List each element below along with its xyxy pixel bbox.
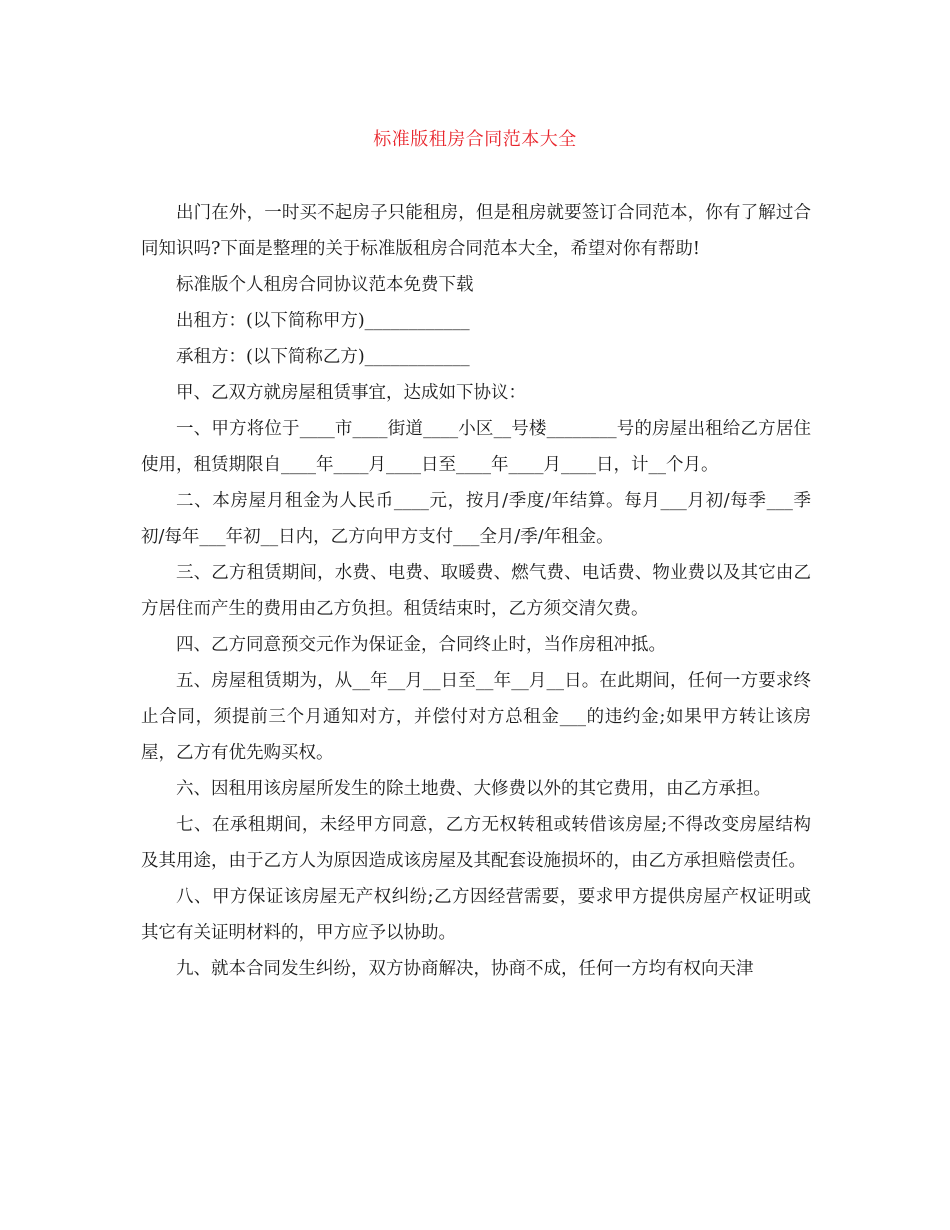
clause-9: 九、就本合同发生纠纷，双方协商解决，协商不成，任何一方均有权向天津 [176, 959, 754, 979]
document-title: 标准版租房合同范本大全 [373, 129, 577, 150]
clause-1: 一、甲方将位于____市____街道____小区__号楼________号的房屋出租给乙方居住使用，租赁期限自____年____月____日至____年____月____日，计__个月。 [141, 419, 811, 475]
clause-5: 五、房屋租赁期为，从__年__月__日至__年__月__日。在此期间，任何一方要求终止合同，须提前三个月通知对方，并偿付对方总租金___的违约金;如果甲方转让该房屋，乙方有优先购买权。 [141, 671, 811, 763]
clause-3: 三、乙方租赁期间，水费、电费、取暖费、燃气费、电话费、物业费以及其它由乙方居住而产生的费用由乙方负担。租赁结束时，乙方须交清欠费。 [141, 563, 811, 619]
clause-6: 六、因租用该房屋所发生的除土地费、大修费以外的其它费用，由乙方承担。 [176, 779, 771, 799]
document-body [141, 195, 811, 987]
clause-7: 七、在承租期间，未经甲方同意，乙方无权转租或转借该房屋;不得改变房屋结构及其用途，由于乙方人为原因造成该房屋及其配套设施损坏的，由乙方承担赔偿责任。 [141, 815, 811, 871]
clause-8: 八、甲方保证该房屋无产权纠纷;乙方因经营需要，要求甲方提供房屋产权证明或其它有关证明材料的，甲方应予以协助。 [141, 887, 811, 943]
clause-2: 二、本房屋月租金为人民币____元，按月/季度/年结算。每月___月初/每季___季初/每年___年初__日内，乙方向甲方支付___全月/季/年租金。 [141, 491, 811, 547]
agreement-intro: 甲、乙双方就房屋租赁事宜，达成如下协议： [176, 383, 526, 403]
clause-4: 四、乙方同意预交元作为保证金，合同终止时，当作房租冲抵。 [176, 635, 666, 655]
lessee-line: 承租方：(以下简称乙方)____________ [176, 347, 470, 367]
lessor-line: 出租方：(以下简称甲方)____________ [176, 311, 470, 331]
intro-paragraph: 出门在外，一时买不起房子只能租房，但是租房就要签订合同范本，你有了解过合同知识吗?下面是整理的关于标准版租房合同范本大全，希望对你有帮助! [141, 203, 811, 259]
subtitle-paragraph: 标准版个人租房合同协议范本免费下载 [176, 275, 474, 295]
